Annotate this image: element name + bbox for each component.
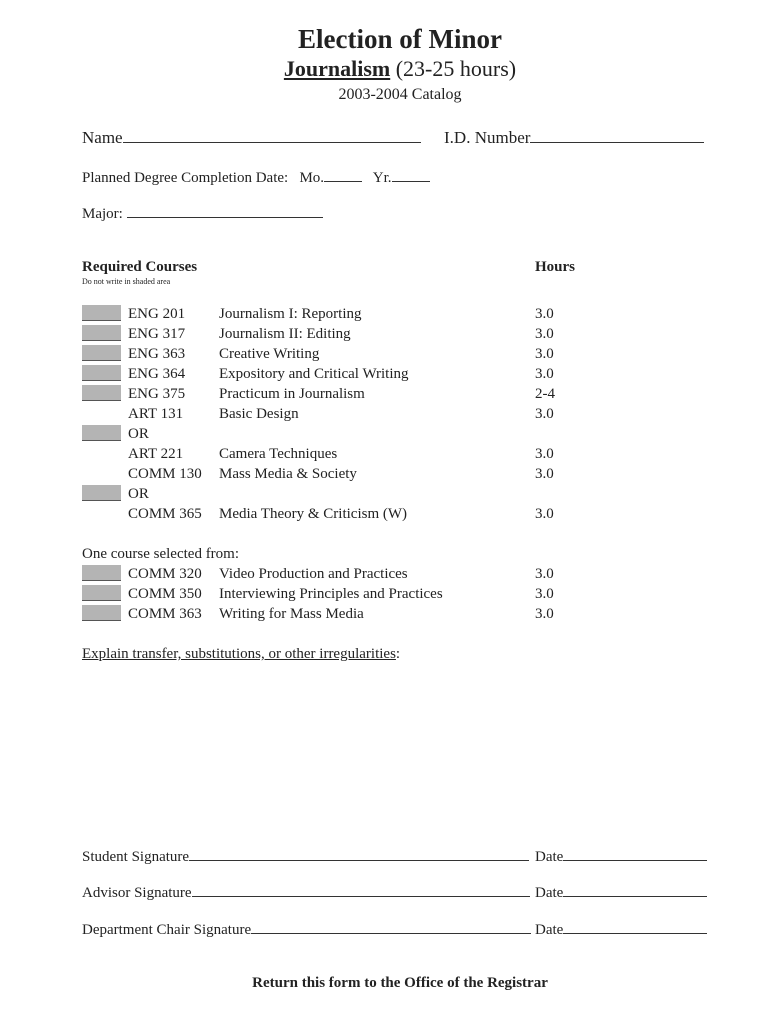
advisor-signature-field[interactable]: [82, 882, 530, 902]
student-signature-line[interactable]: [189, 846, 529, 861]
course-code: ART 131: [128, 406, 184, 422]
year-label: Yr.: [372, 170, 392, 186]
course-name: Journalism I: Reporting: [219, 306, 362, 322]
chair-date-field[interactable]: [535, 919, 707, 939]
name-line[interactable]: [123, 128, 421, 143]
course-name: Mass Media & Society: [219, 466, 357, 482]
shaded-box: [82, 585, 121, 601]
id-number-field[interactable]: [444, 128, 704, 148]
course-or: OR: [128, 426, 149, 442]
course-hours: 3.0: [535, 466, 554, 482]
chair-signature-label: Department Chair Signature: [82, 922, 252, 938]
shaded-box: [82, 385, 121, 401]
course-name: Basic Design: [219, 406, 299, 422]
minor-subject: Journalism: [283, 56, 391, 81]
chair-signature-line[interactable]: [251, 919, 531, 934]
course-name: Video Production and Practices: [219, 566, 408, 582]
course-code: ENG 201: [128, 306, 186, 322]
date-label: Date: [535, 922, 564, 938]
hours-heading: Hours: [535, 259, 576, 275]
chair-signature-field[interactable]: [82, 919, 531, 939]
course-hours: 3.0: [535, 586, 554, 602]
course-hours: 3.0: [535, 406, 554, 422]
major-label: Major:: [82, 206, 123, 222]
course-name: Expository and Critical Writing: [219, 366, 409, 382]
elective-heading: One course selected from:: [82, 546, 240, 562]
year-line[interactable]: [392, 167, 430, 182]
explain-colon: :: [395, 646, 401, 662]
course-hours: 3.0: [535, 306, 554, 322]
course-code: COMM 365: [128, 506, 202, 522]
student-signature-label: Student Signature: [82, 849, 190, 865]
id-number-label: I.D. Number: [444, 128, 531, 147]
course-hours: 3.0: [535, 566, 554, 582]
course-name: Practicum in Journalism: [219, 386, 365, 402]
course-hours: 3.0: [535, 326, 554, 342]
course-hours: 3.0: [535, 366, 554, 382]
page-subtitle: [0, 56, 770, 82]
name-field[interactable]: [82, 128, 421, 148]
course-hours: 3.0: [535, 506, 554, 522]
course-code: COMM 320: [128, 566, 202, 582]
shaded-box: [82, 565, 121, 581]
date-line[interactable]: [563, 846, 707, 861]
name-label: Name: [82, 128, 123, 147]
course-code: COMM 130: [128, 466, 202, 482]
course-hours: 3.0: [535, 346, 554, 362]
date-label: Date: [535, 849, 564, 865]
catalog-year: 2003-2004 Catalog: [338, 86, 462, 103]
course-code: ENG 317: [128, 326, 186, 342]
hours-range: (23-25 hours): [395, 56, 517, 81]
course-code: ENG 364: [128, 366, 186, 382]
course-code: COMM 363: [128, 606, 202, 622]
return-instructions: Return this form to the Office of the Registrar: [252, 975, 548, 991]
shaded-box: [82, 305, 121, 321]
course-code: ART 221: [128, 446, 184, 462]
advisor-signature-line[interactable]: [192, 882, 530, 897]
advisor-date-field[interactable]: [535, 882, 707, 902]
course-hours: 3.0: [535, 446, 554, 462]
course-name: Creative Writing: [219, 346, 320, 362]
course-or: OR: [128, 486, 149, 502]
explain-section[interactable]: [82, 646, 400, 663]
student-signature-field[interactable]: [82, 846, 529, 866]
required-courses-heading: Required Courses: [82, 259, 198, 275]
course-name: Camera Techniques: [219, 446, 338, 462]
course-code: ENG 375: [128, 386, 186, 402]
date-line[interactable]: [563, 882, 707, 897]
shaded-box: [82, 365, 121, 381]
shaded-area-note: Do not write in shaded area: [82, 277, 171, 286]
course-hours: 2-4: [535, 386, 555, 402]
shaded-box: [82, 485, 121, 501]
shaded-box: [82, 325, 121, 341]
month-line[interactable]: [324, 167, 362, 182]
id-number-line[interactable]: [530, 128, 704, 143]
course-name: Journalism II: Editing: [219, 326, 351, 342]
course-name: Media Theory & Criticism (W): [219, 506, 408, 522]
page-title: Election of Minor: [298, 24, 502, 54]
course-code: ENG 363: [128, 346, 186, 362]
explain-label: Explain transfer, substitutions, or other irregularities: [82, 646, 396, 662]
advisor-signature-label: Advisor Signature: [82, 885, 192, 901]
planned-date-label: Planned Degree Completion Date:: [82, 170, 289, 186]
shaded-box: [82, 425, 121, 441]
course-name: Interviewing Principles and Practices: [219, 586, 443, 602]
course-name: Writing for Mass Media: [219, 606, 364, 622]
student-date-field[interactable]: [535, 846, 707, 866]
shaded-box: [82, 605, 121, 621]
major-field[interactable]: [82, 203, 323, 223]
major-line[interactable]: [127, 203, 323, 218]
shaded-box: [82, 345, 121, 361]
date-label: Date: [535, 885, 564, 901]
month-label: Mo.: [299, 170, 325, 186]
planned-completion-field[interactable]: [82, 167, 430, 187]
date-line[interactable]: [563, 919, 707, 934]
course-code: COMM 350: [128, 586, 202, 602]
course-hours: 3.0: [535, 606, 554, 622]
